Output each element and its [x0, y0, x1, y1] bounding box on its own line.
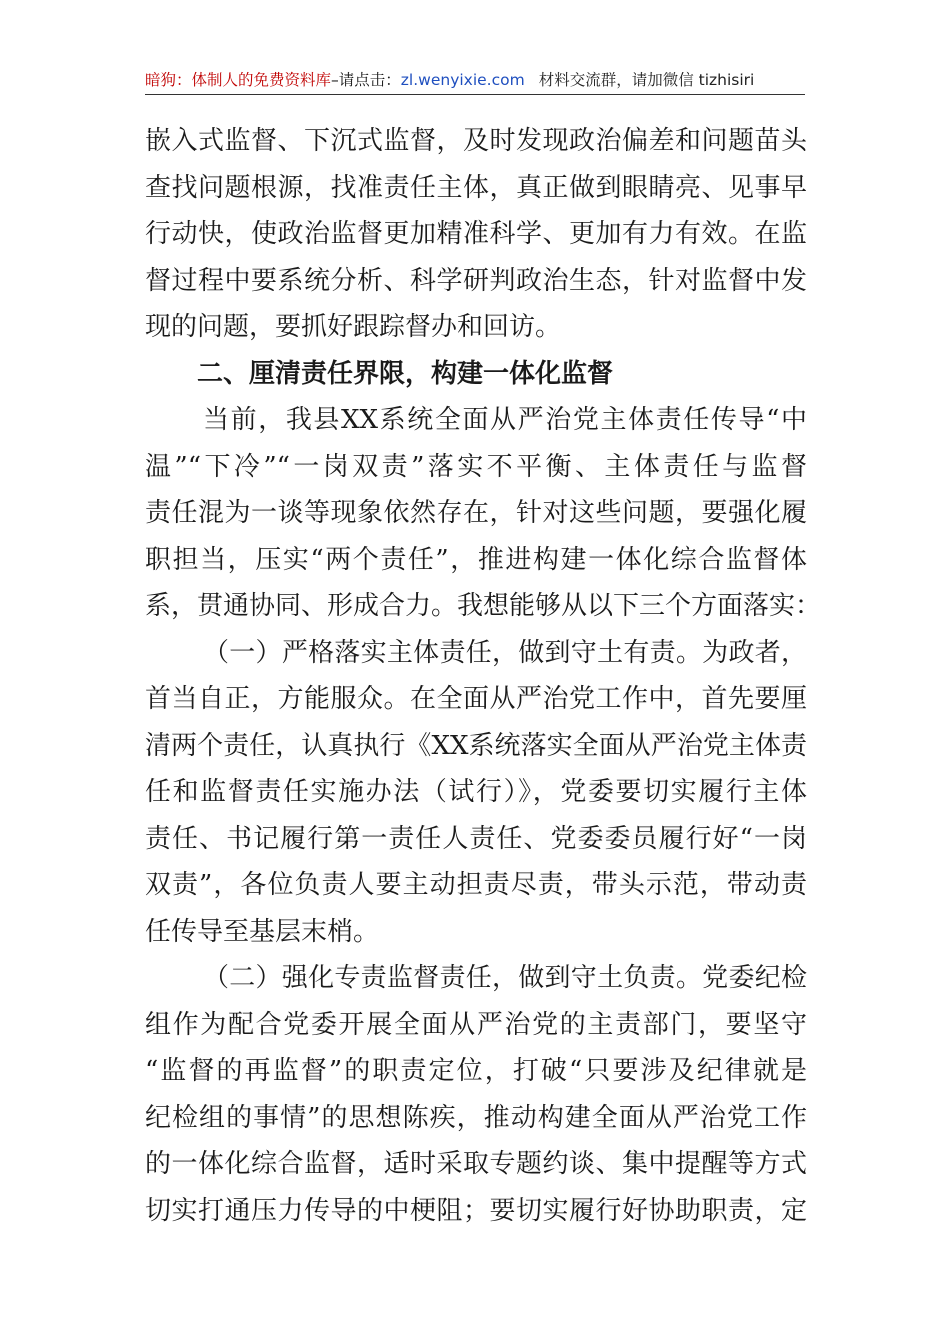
header-link[interactable]: zl.wenyixie.com	[400, 71, 525, 89]
text-line: 督过程中要系统分析、科学研判政治生态，针对监督中发	[145, 265, 807, 296]
text-line: 清两个责任，认真执行《XX系统落实全面从严治党主体责	[145, 730, 807, 761]
text-line: 组作为配合党委开展全面从严治党的主责部门，要坚守	[145, 1009, 807, 1040]
page-header	[145, 66, 805, 95]
text-line: 现的问题，要抓好跟踪督办和回访。	[145, 312, 562, 342]
header-contact: 材料交流群，请加微信 tizhisiri	[538, 71, 755, 89]
text-line: （一）严格落实主体责任，做到守土有责。为政者，	[203, 637, 807, 668]
text-line: 首当自正，方能服众。在全面从严治党工作中，首先要厘	[145, 684, 807, 714]
text-line: 责任、书记履行第一责任人责任、党委委员履行好“一岗	[145, 823, 807, 854]
text-line: 责任混为一谈等现象依然存在，针对这些问题，要强化履	[145, 498, 807, 528]
text-line: 任传导至基层末梢。	[145, 916, 380, 947]
text-line: 嵌入式监督、下沉式监督，及时发现政治偏差和问题苗头	[145, 126, 807, 156]
text-line: 温”“下冷”“一岗双责”落实不平衡、主体责任与监督	[145, 451, 807, 482]
section-heading: 二、厘清责任界限，构建一体化监督	[197, 358, 614, 389]
text-line: “监督的再监督”的职责定位，打破“只要涉及纪律就是	[145, 1056, 807, 1086]
header-link-prefix: –请点击：	[331, 71, 401, 89]
text-line: 纪检组的事情”的思想陈疾，推动构建全面从严治党工作	[145, 1102, 807, 1133]
text-line: （二）强化专责监督责任，做到守土负责。党委纪检	[203, 963, 807, 993]
text-line: 当前，我县XX系统全面从严治党主体责任传导“中	[203, 405, 807, 435]
header-site-name: 暗狗：体制人的免费资料库	[145, 71, 332, 89]
text-line: 查找问题根源，找准责任主体，真正做到眼睛亮、见事早	[145, 172, 807, 203]
text-line: 切实打通压力传导的中梗阻；要切实履行好协助职责，定	[145, 1195, 807, 1226]
text-line: 职担当，压实“两个责任”，推进构建一体化综合监督体	[145, 544, 807, 575]
document-body	[145, 118, 822, 1234]
text-line: 系，贯通协同、形成合力。我想能够从以下三个方面落实：	[145, 591, 822, 621]
text-line: 任和监督责任实施办法（试行）》，党委要切实履行主体	[145, 777, 807, 807]
text-line: 行动快，使政治监督更加精准科学、更加有力有效。在监	[145, 219, 807, 249]
text-line: 的一体化综合监督，适时采取专题约谈、集中提醒等方式	[145, 1149, 807, 1179]
text-line: 双责”，各位负责人要主动担责尽责，带头示范，带动责	[145, 870, 807, 900]
